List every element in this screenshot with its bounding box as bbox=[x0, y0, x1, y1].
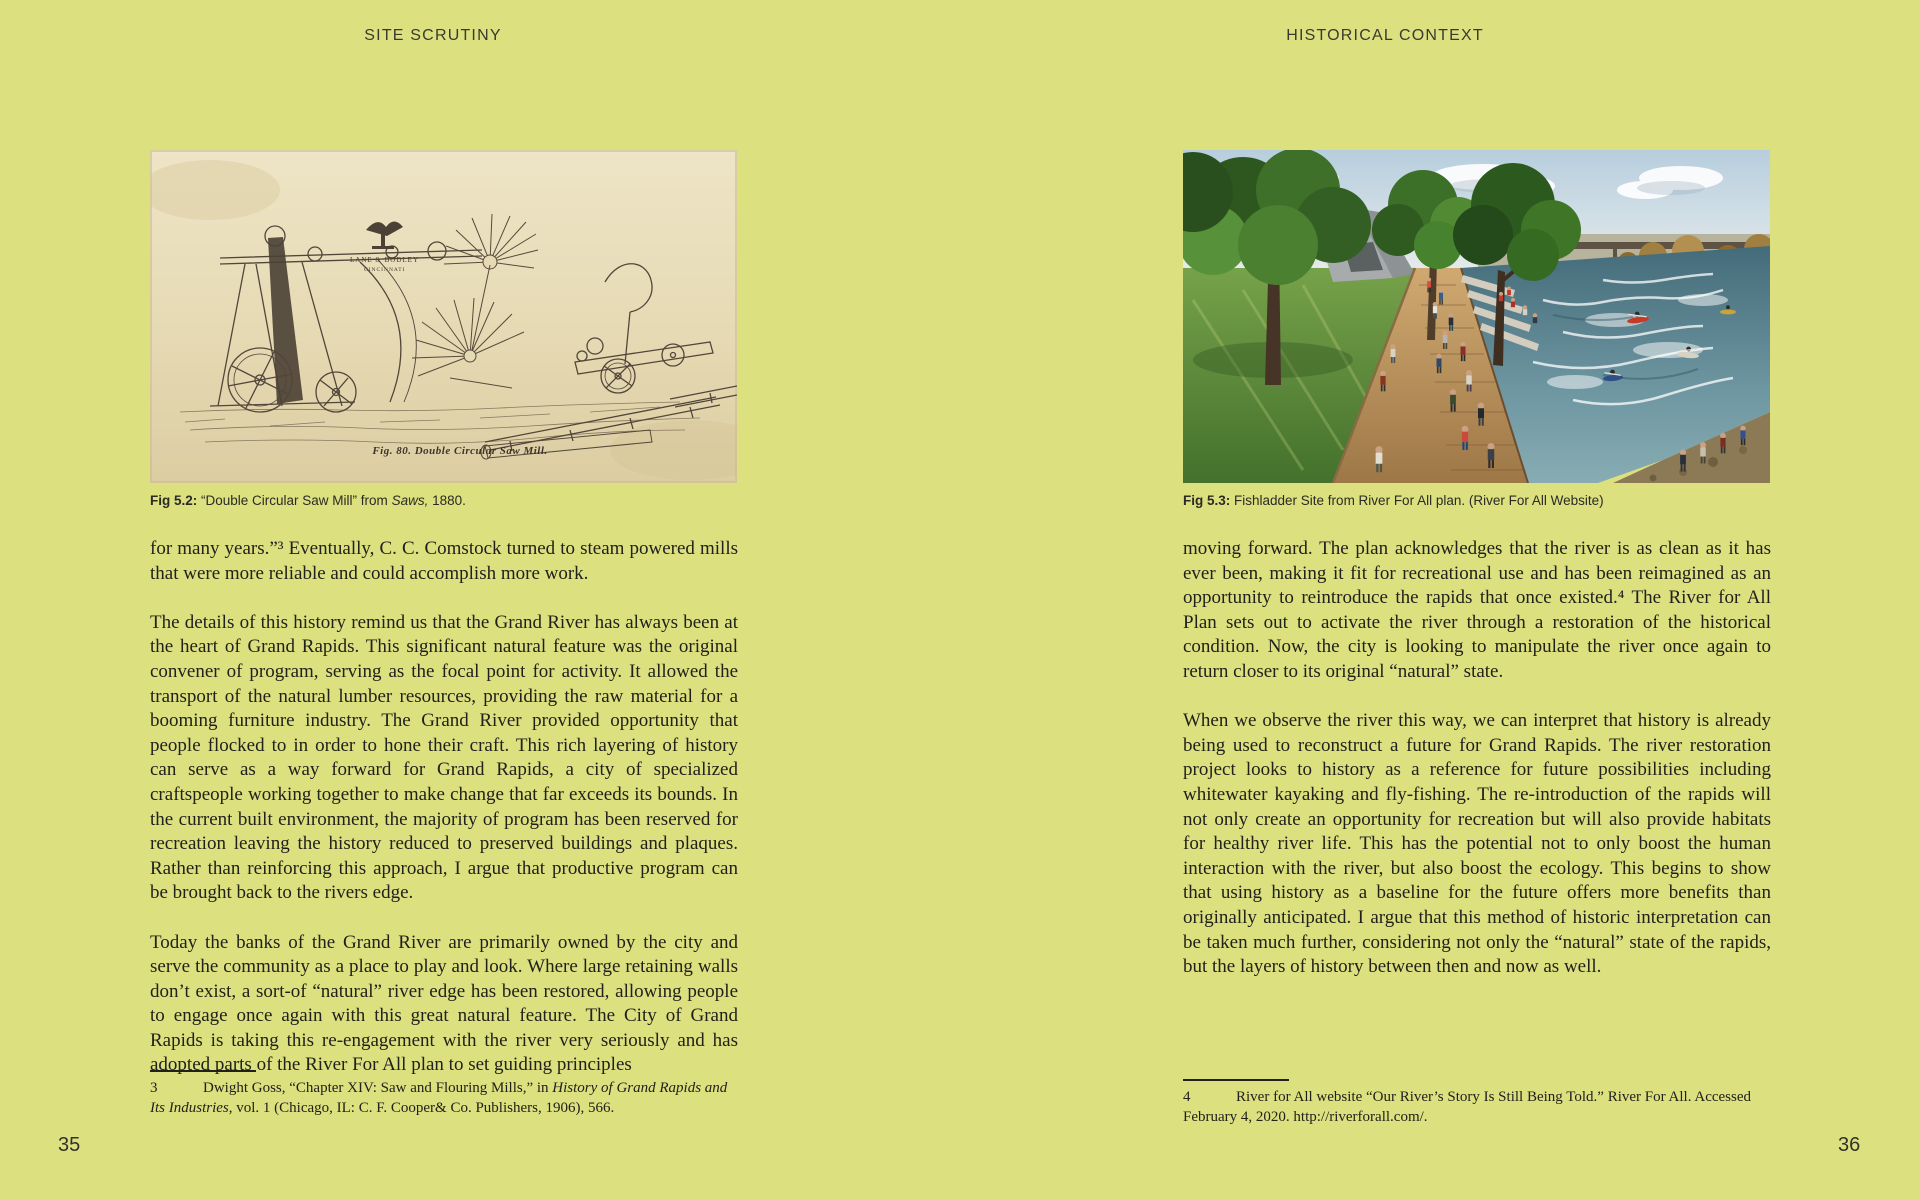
fishladder-rendering-image bbox=[1183, 150, 1770, 483]
figure-5-3-caption-text: Fishladder Site from River For All plan. (River For All Website) bbox=[1230, 493, 1604, 508]
engraving-plate-caption: Fig. 80. Double Circular Saw Mill. bbox=[372, 445, 548, 457]
right-footnote bbox=[1183, 1079, 1771, 1127]
left-footnote-rule bbox=[150, 1070, 256, 1072]
figure-5-2-caption-label: Fig 5.2: bbox=[150, 493, 198, 508]
right-paragraph-1: moving forward. The plan acknowledges that the river is as clean as it has ever been, making it fit for recreational use and has been reimagined as an opportunity to reintroduce the rapids that once existed.⁴ The River for All Plan sets out to activate the river through a restoration of the historical condition. Now, the city is looking to manipulate the river once again to return closer to its original “natural” state. bbox=[1183, 538, 1771, 682]
right-paragraph-2: When we observe the river this way, we can interpret that history is already being used to reconstruct a future for Grand Rapids. The river restoration project looks to history as a reference for future possibilities including whitewater kayaking and fly-fishing. The re-introduction of the rapids will not only create an opportunity for recreation but will also provide habitats for healthy river life. This has the potential not to only boost the human interaction with the river, but also boost the ecology. This begins to show that using history as a baseline for the future offers more benefits than originally anticipated. I argue that this method of historic interpretation can be taken much further, considering not only the “natural” state of the rapids, but the layers of history between then and now as well. bbox=[1183, 710, 1771, 978]
left-paragraph-1: for many years.”³ Eventually, C. C. Comstock turned to steam powered mills that were more reliable and could accomplish more work. bbox=[150, 538, 738, 584]
left-footnote-number: 3 bbox=[150, 1080, 158, 1096]
engraving-maker-label: LANE & BODLEY bbox=[350, 256, 419, 264]
left-page-number: 35 bbox=[58, 1134, 81, 1156]
left-running-header: SITE SCRUTINY bbox=[364, 27, 502, 44]
figure-5-2-caption-year: 1880. bbox=[428, 493, 466, 508]
left-footnote-book-title: History of Grand Rapids and Its Industries bbox=[150, 1080, 728, 1116]
figure-5-2-caption bbox=[150, 492, 737, 509]
engraving-city-label: CINCINNATI bbox=[364, 267, 406, 273]
figure-5-3-caption bbox=[1183, 492, 1770, 509]
right-page-number: 36 bbox=[1838, 1134, 1861, 1156]
right-footnote-citation: River for All website “Our River’s Story Is Still Being Told.” River For All. Accessed February 4, 2020. http://riverforall.com/. bbox=[1183, 1089, 1752, 1125]
figure-5-2-caption-source: Saws, bbox=[391, 493, 429, 508]
figure-5-2 bbox=[150, 150, 737, 483]
left-body-text bbox=[150, 537, 738, 1103]
left-paragraph-2: The details of this history remind us that the Grand River has always been at the heart of Grand Rapids. This significant natural feature was the original convener of program, serving as the focal point for activity. It allowed the transport of the natural lumber resources, providing the raw material for a booming furniture industry. The Grand River provided opportunity that people flocked to in order to hone their craft. This rich layering of history can serve as a way forward for Grand Rapids, a city of specialized craftspeople working together to make change that far exceeds its bounds. In the current built environment, the majority of program has been reserved for recreation leaving the history reduced to preserved buildings and plaques. Rather than reinforcing this approach, I argue that productive program can be brought back to the rivers edge. bbox=[150, 611, 738, 904]
figure-5-2-caption-text: “Double Circular Saw Mill” from bbox=[197, 493, 392, 508]
left-footnote bbox=[150, 1070, 738, 1118]
right-footnote-text bbox=[1183, 1088, 1771, 1127]
right-footnote-rule bbox=[1183, 1079, 1289, 1081]
figure-5-3 bbox=[1183, 150, 1770, 483]
right-body-text bbox=[1183, 537, 1771, 1004]
left-paragraph-3: Today the banks of the Grand River are primarily owned by the city and serve the community as a place to play and look. Where large retaining walls don’t exist, a sort-of “natural” river edge has been restored, allowing people to engage once again with this great natural feature. The City of Grand Rapids is taking this re-engagement with the river very seriously and has adopted parts of the River For All plan to set guiding principles bbox=[150, 931, 738, 1076]
right-running-header: HISTORICAL CONTEXT bbox=[1286, 27, 1484, 44]
left-footnote-text bbox=[150, 1079, 738, 1118]
right-footnote-number: 4 bbox=[1183, 1089, 1191, 1105]
figure-5-3-caption-label: Fig 5.3: bbox=[1183, 493, 1231, 508]
saw-mill-engraving-image bbox=[150, 150, 737, 483]
left-footnote-citation: Dwight Goss, “Chapter XIV: Saw and Flouring Mills,” in bbox=[203, 1080, 553, 1096]
left-footnote-citation-end: , vol. 1 (Chicago, IL: C. F. Cooper& Co. Publishers, 1906), 566. bbox=[228, 1099, 615, 1116]
